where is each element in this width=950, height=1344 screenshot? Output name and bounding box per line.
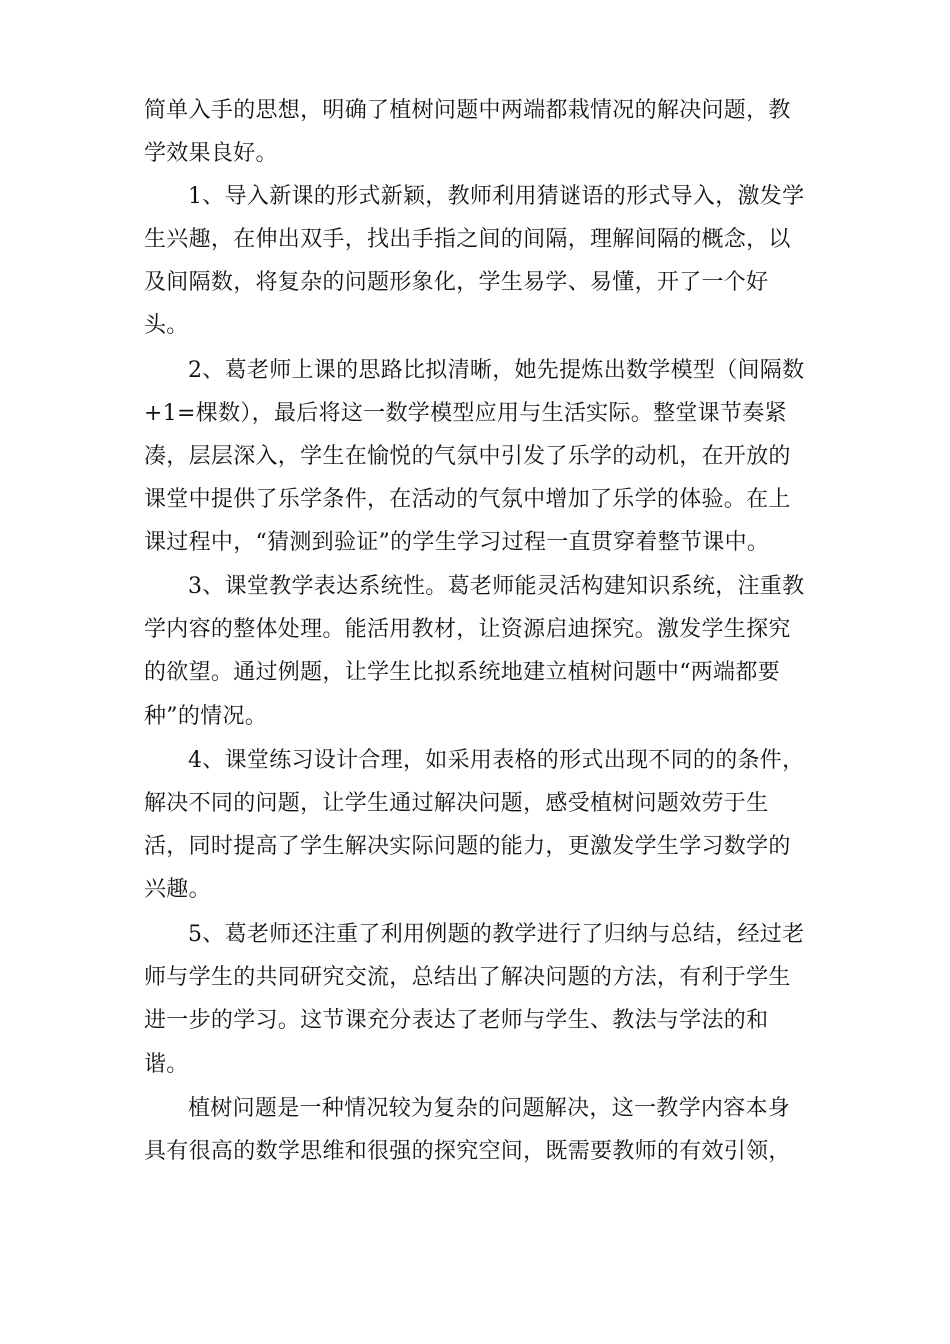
text-line: 生兴趣，在伸出双手，找出手指之间的间隔，理解间隔的概念，以 — [144, 227, 791, 252]
text-line: 头。 — [144, 313, 189, 338]
text-line: 及间隔数，将复杂的问题形象化，学生易学、易懂，开了一个好 — [144, 270, 769, 295]
text-line: 具有很高的数学思维和很强的探究空间，既需要教师的有效引领， — [144, 1139, 791, 1164]
text-line: 谐。 — [144, 1052, 189, 1077]
text-line: 种”的情况。 — [144, 704, 268, 729]
text-line: 课堂中提供了乐学条件，在活动的气氛中增加了乐学的体验。在上 — [144, 487, 791, 512]
paragraph-2-start: 2、葛老师上课的思路比拟清晰，她先提炼出数学模型（间隔数 — [188, 358, 805, 383]
paragraph-3-start: 3、课堂教学表达系统性。葛老师能灵活构建知识系统，注重教 — [188, 574, 805, 599]
paragraph-1-start: 1、导入新课的形式新颖，教师利用猜谜语的形式导入，激发学 — [188, 184, 805, 209]
text-line: 学效果良好。 — [144, 141, 278, 166]
text-line: 兴趣。 — [144, 877, 211, 902]
text-line: 解决不同的问题，让学生通过解决问题，感受植树问题效劳于生 — [144, 791, 769, 816]
text-line: 的欲望。通过例题，让学生比拟系统地建立植树问题中“两端都要 — [144, 660, 780, 685]
text-line: 凑，层层深入，学生在愉悦的气氛中引发了乐学的动机，在开放的 — [144, 444, 791, 469]
paragraph-6-start: 植树问题是一种情况较为复杂的问题解决，这一教学内容本身 — [188, 1096, 791, 1121]
text-line: 师与学生的共同研究交流，总结出了解决问题的方法，有利于学生 — [144, 965, 791, 990]
text-line: +1=棵数），最后将这一数学模型应用与生活实际。整堂课节奏紧 — [144, 401, 787, 426]
paragraph-5-start: 5、葛老师还注重了利用例题的教学进行了归纳与总结，经过老 — [188, 922, 805, 947]
text-line: 课过程中，“猜测到验证”的学生学习过程一直贯穿着整节课中。 — [144, 530, 770, 555]
text-line: 学内容的整体处理。能活用教材，让资源启迪探究。激发学生探究 — [144, 617, 791, 642]
text-line: 活，同时提高了学生解决实际问题的能力，更激发学生学习数学的 — [144, 834, 791, 859]
text-line: 进一步的学习。这节课充分表达了老师与学生、教法与学法的和 — [144, 1008, 769, 1033]
paragraph-4-start: 4、课堂练习设计合理，如采用表格的形式出现不同的的条件， — [188, 748, 805, 773]
text-line: 简单入手的思想，明确了植树问题中两端都栽情况的解决问题，教 — [144, 98, 791, 123]
